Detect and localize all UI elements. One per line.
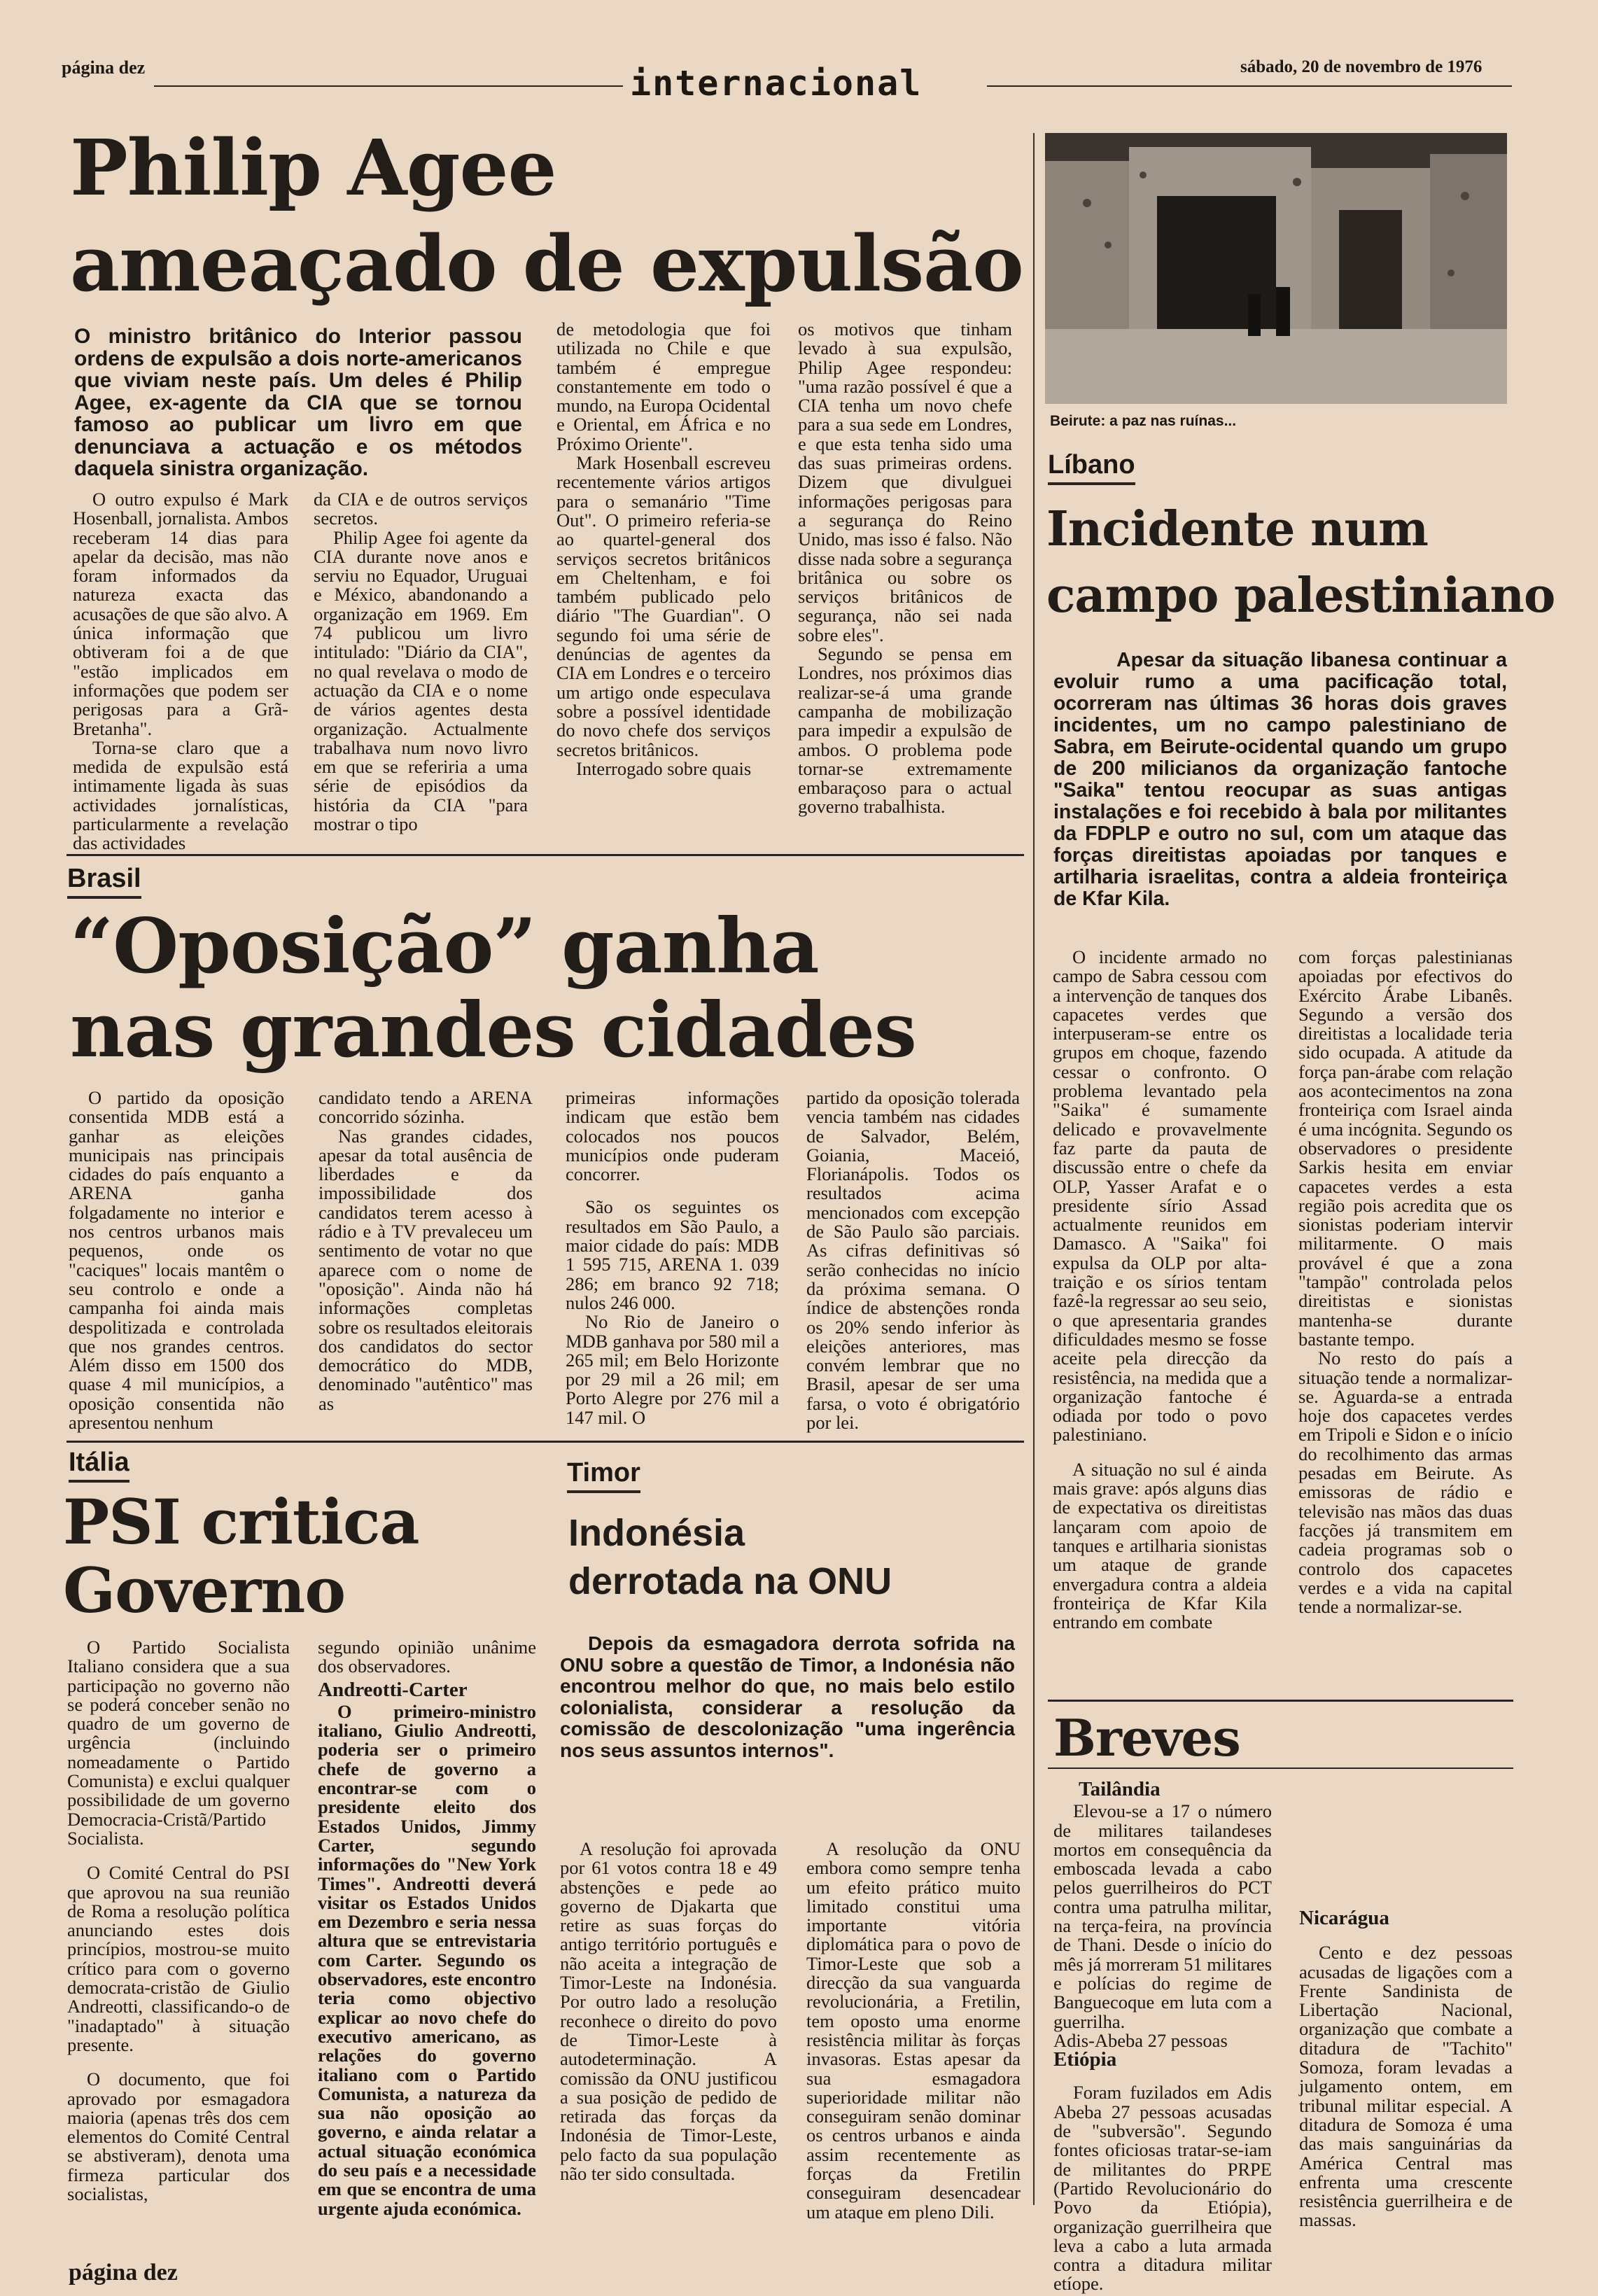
italia-headline-line1: PSI critica — [63, 1485, 419, 1558]
header-rule-right — [987, 85, 1512, 87]
libano-headline-line1: Incidente num — [1046, 501, 1428, 557]
timor-headline-line1: Indonésia — [568, 1512, 745, 1554]
agee-col3-p3: Interrogado sobre quais — [576, 757, 752, 779]
agee-column-4 — [798, 320, 1012, 817]
brasil-bottom-rule — [66, 1441, 1024, 1443]
italia-column-2 — [318, 1638, 536, 2218]
etiopia-heading: Etiópia — [1053, 2048, 1117, 2071]
right-column-divider — [1033, 133, 1035, 2205]
breves-under-rule — [1048, 1768, 1513, 1769]
agee-lead: O ministro britânico do Interior passou ordens de expulsão a dois norte-americanos que viviam neste país. Um deles é Philip Agee, ex-agente da CIA que se tornou famoso ao publicar um livro em que denunciava a actuação e os métodos daquela sinistra organização. — [74, 325, 522, 480]
tailandia-text: Elevou-se a 17 o número de militares tailandeses mortos em consequência da emboscada levada a cabo pelos guerrilheiros do PCT contra uma patrulha militar, na terça-feira, na província de Thani. Desde o início do mês já morreram 51 militares e polícias do regime de Banguecoque em luta com a guerrilha. — [1053, 1800, 1273, 2032]
adis-line: Adis-Abeba 27 pessoas — [1053, 2029, 1228, 2051]
italia-col2-intro: segundo opinião unânime dos observadores. — [318, 1637, 536, 1677]
italia-col1-p3: O documento, que foi aprovado por esmagadora maioria (apenas três dos cem elementos do Comité Central se abstiveram), denota uma firmeza particular dos socialistas, — [67, 2068, 290, 2205]
photo-caption: Beirute: a paz nas ruínas... — [1050, 413, 1237, 429]
agee-col4-p2: Segundo se pensa em Londres, nos próximos dias realizar-se-á uma grande campanha de mobilização para impedir a expulsão de ambos. O problema pode tornar-se extremamente embaraçoso para o actual governo trabalhista. — [798, 643, 1012, 818]
header-rule-left — [154, 85, 623, 87]
agee-column-3 — [556, 320, 771, 778]
etiopia-text: Foram fuzilados em Adis Abeba 27 pessoas acusadas de "subversão". Segundo fontes oficiosas tratar-se-iam de militantes do PRPE (Partido Revolucionário do Povo da Etiópia), organização guerrilheira que leva a cabo a luta armada contra a ditadura militar etíope. — [1053, 2082, 1272, 2295]
libano-headline-line2: campo palestiniano — [1046, 568, 1555, 624]
brasil-col2-p1: candidato tendo a ARENA concorrido sózinha. — [318, 1087, 533, 1128]
issue-date: sábado, 20 de novembro de 1976 — [1240, 57, 1483, 76]
breves-column-2 — [1299, 1776, 1513, 2230]
italia-col1-p2: O Comité Central do PSI que aprovou na sua reunião de Roma a resolução política anunciando estes dois princípios, mostrou-se muito crítico para com o governo democrata-cristão de Giulio Andreotti, classificando-o de "inadaptado" à situação presente. — [67, 1862, 290, 2055]
italia-col2-p1: O primeiro-ministro italiano, Giulio Andreotti, poderia ser o primeiro chefe de governo a encontrar-se com o presidente eleito dos Estados Unidos, Jimmy Carter, segundo informações do "New York Times". Andreotti deverá visitar os Estados Unidos em Dezembro e seria nessa altura que se entrevistaria com Carter. Segundo os observadores, este encontro teria como objectivo explicar ao novo chefe do executivo americano, as relações do governo italiano com o Partido Comunista, a natureza da sua não oposição ao governo, e ainda relatar a actual situação económica do seu país e a necessidade em que se encontra de uma urgente ajuda económica. — [318, 1700, 536, 2219]
timor-headline-line2: derrotada na ONU — [568, 1560, 892, 1602]
brasil-top-rule — [66, 854, 1024, 856]
italia-headline-line2: Governo — [63, 1554, 346, 1627]
italia-kicker: Itália — [69, 1449, 129, 1483]
libano-lead: Apesar da situação libanesa continuar a evoluir rumo a uma pacificação total, ocorreram nas últimas 36 horas dois graves incidentes, um no campo palestiniano de Sabra, em Beirute-ocidental quando um grupo de 200 milicianos da organização fantoche "Saika" tentou reocupar as suas antigas instalações e foi recebido à bala por militantes da FDPLP e outro no sul, com um ataque das forças direitistas apoiadas por tanques e artilharia israelitas, contra a aldeia fronteiriça de Kfar Kila. — [1053, 649, 1507, 910]
tailandia-heading: Tailândia — [1079, 1778, 1161, 1800]
libano-column-2 — [1298, 948, 1513, 1616]
timor-column-2 — [806, 1840, 1021, 2222]
brasil-col3-p3: No Rio de Janeiro o MDB ganhava por 580 mil a 265 mil; em Belo Horizonte por 29 mil a 26 mil; em Porto Alegre por 276 mil a 147 mil. O — [566, 1311, 779, 1428]
brasil-column-4 — [806, 1088, 1020, 1432]
libano-col2-p1: com forças palestinianas apoiadas por efectivos do Exército Árabe Libanês. Segundo a versão dos direitistas a localidade teria sido ocupada. A atitude da força pan-árabe com relação aos acontecimentos na zona fronteiriça com Israel ainda é uma incógnita. Segundo os observadores o presidente Sarkis hesita em enviar capacetes verdes a esta região pois acredita que os sionistas poderiam intervir militarmente. O mais provável é que a zona "tampão" controlada pelos direitistas e sionistas mantenha-se durante bastante tempo. — [1298, 946, 1513, 1350]
brasil-headline-line2: nas grandes cidades — [70, 986, 916, 1074]
brasil-col3-p1: primeiras informações indicam que estão bem colocados nos poucos municípios onde puderam concorrer. — [566, 1087, 779, 1185]
brasil-col2-p2: Nas grandes cidades, apesar da total ausência de liberdades e da impossibilidade dos candidatos terem acesso à rádio e à TV prevaleceu um sentimento de votar no que aparece com o nome de "oposição". Ainda não há informações completas sobre os resultados eleitorais dos candidatos do sector democrático do MDB, denominado "autêntico" mas as — [318, 1125, 533, 1414]
nicaragua-text: Cento e dez pessoas acusadas de ligações com a Frente Sandinista de Libertação Nacional, organização que combate a ditadura de "Tachito" Somoza, foram levadas a julgamento ontem, em tribunal militar especial. A ditadura de Somoza é uma das mais sanguinárias da América Central mas enfrenta uma crescente resistência guerrilheira e de massas. — [1299, 1942, 1513, 2231]
libano-column-1 — [1053, 948, 1267, 1632]
agee-col1-p2: Torna-se claro que a medida de expulsão está intimamente ligada às suas actividades jornalísticas, particularmente a revelação das actividades — [73, 736, 288, 854]
libano-col1-p1: O incidente armado no campo de Sabra cessou com a intervenção de tanques dos capacetes verdes que interpuseram-se entre os grupos em choque, fazendo cessar o confronto. O problema levantado pela "Saika" é sumamente delicado e provavelmente faz parte da pauta de discussão entre o chefe da OLP, Yasser Arafat e o presidente sírio Assad actualmente reunidos em Damasco. A "Saika" foi expulsa da OLP por alta-traição e os sírios tentam fazê-la regressar ao seu seio, o que apresentaria grandes dificuldades mesmo se fosse aceite pela direcção da resistência, na medida que a organização fantoche é odiada por todo o povo palestiniano. — [1053, 946, 1267, 1446]
section-title: internacional — [630, 63, 923, 104]
agee-headline-line2: ameaçado de expulsão — [70, 218, 1023, 309]
libano-col2-p2: No resto do país a situação tende a normalizar-se. Aguarda-se a entrada hoje dos capacetes verdes em Tripoli e Sidon e o início do recolhimento das armas pesadas em Beirute. As emissoras de rádio e televisão nas mãos das duas facções já transmitem em cadeia programas sob o controlo dos capacetes verdes e a vida na capital tende a normalizar-se. — [1298, 1348, 1513, 1618]
breves-top-rule — [1048, 1700, 1513, 1702]
italia-subheading: Andreotti-Carter — [318, 1678, 468, 1701]
breves-column-1 — [1053, 1776, 1272, 2294]
agee-headline-line1: Philip Agee — [70, 122, 556, 213]
agee-col1-p1: O outro expulso é Mark Hosenball, jornalista. Ambos receberam 14 dias para apelar da decisão, mas não foram informados da natureza exacta das acusações de que são alvo. A única informação que obtiveram foi a de que "estão implicados em informações que podem ser perigosas para a Grã-Bretanha". — [73, 489, 288, 739]
brasil-kicker: Brasil — [67, 865, 141, 899]
libano-kicker: Líbano — [1048, 451, 1135, 485]
italia-col1-p1: O Partido Socialista Italiano considera que a sua participação no governo não se poderá conceber senão no quadro de um governo de urgência (incluindo nomeadamente o Partido Comunista) e exclui qualquer possibilidade de um governo Democracia-Cristã/Partido Socialista. — [67, 1637, 290, 1849]
brasil-col1-p1: O partido da oposição consentida MDB está a ganhar as eleições municipais nas principais cidades do país enquanto a ARENA ganha folgadamente no interior e nos centros urbanos mais pequenos, onde os "caciques" locais mantêm o seu controlo e onde a campanha foi ainda mais despolitizada e controlada que nos grandes centros. Além disso em 1500 dos quase 4 mil municípios, a oposição consentida não apresentou nenhum — [69, 1087, 284, 1434]
timor-kicker: Timor — [567, 1460, 640, 1493]
footer-page-label: página dez — [69, 2260, 178, 2286]
agee-col3-p2: Mark Hosenball escreveu recentemente vários artigos para o semanário "Time Out". O primeiro referia-se ao quartel-general dos serviços secretos britânicos em Cheltenham, e foi também publicado pelo diário "The Guardian". O segundo foi uma série de denúncias de agentes da CIA em Londres e o terceiro um artigo onde especulava sobre a possível identidade do novo chefe dos serviços secretos britânicos. — [556, 452, 771, 760]
agee-col4-p1: os motivos que tinham levado à sua expulsão, Philip Agee respondeu: "uma razão possível é que a CIA tenha um novo chefe para a sua sede em Londres, e que esta tenha sido uma das suas primeiras ordens. Dizem que divulguei informações perigosas para a segurança do Reino Unido, mas isso é falso. Não disse nada sobre a segurança britânica ou sobre os serviços britânicos de segurança, não sei nada sobre eles". — [798, 318, 1012, 645]
beirut-photo — [1045, 133, 1507, 404]
agee-column-1 — [73, 490, 288, 853]
timor-col2-p1: A resolução da ONU embora como sempre tenha um efeito prático muito limitado constitui uma importante vitória diplomática para o povo de Timor-Leste que sob a direcção da sua vanguarda revolucionária, a Fretilin, tem oposto uma enorme resistência militar às forças invasoras. Estas apesar da sua esmagadora superioridade militar não conseguiram senão dominar os centros urbanos e ainda assim recentemente as forças da Fretilin conseguiram desencadear um ataque em pleno Dili. — [806, 1838, 1021, 2222]
agee-col2-p2: Philip Agee foi agente da CIA durante nove anos e serviu no Equador, Uruguai e México, abandonando a organização em 1969. Em 74 publicou um livro intitulado: "Diário da CIA", no qual revelava o modo de actuação da CIA e o nome de vários agentes desta organização. Actualmente trabalhava num novo livro em que se referiria a uma série de episódios da história da CIA "para mostrar o tipo — [314, 526, 528, 835]
timor-col1-p1: A resolução foi aprovada por 61 votos contra 18 e 49 abstenções e pede ao governo de Djakarta que retire as suas forças do antigo território português e não aceita a integração de Timor-Leste na Indonésia. Por outro lado a resolução reconhece o direito do povo de Timor-Leste à autodeterminação. A comissão da ONU justificou a sua posição de pedido de retirada das forças da Indonésia de Timor-Leste, pelo facto da sua população não ter sido consultada. — [560, 1838, 777, 2185]
agee-col3-p1: de metodologia que foi utilizada no Chile e que também é empregue constantemente em todo o mundo, na Europa Ocidental e Oriental, em África e no Próximo Oriente". — [556, 318, 771, 454]
brasil-col4-p1: partido da oposição tolerada vencia também nas cidades de Salvador, Belém, Goiania, Maceió, Florianápolis. Todos os resultados acima mencionados com excepção de São Paulo são parciais. As cifras definitivas só serão conhecidas no início da próxima semana. O índice de abstenções ronda os 20% sendo inferior às eleições anteriores, mas convém lembrar que no Brasil, apesar de ser uma farsa, o voto é obrigatório por lei. — [806, 1087, 1020, 1434]
agee-col2-p1: da CIA e de outros serviços secretos. — [314, 489, 528, 529]
breves-title: Breves — [1053, 1708, 1240, 1768]
nicaragua-heading: Nicarágua — [1299, 1907, 1389, 1929]
libano-col1-p2: A situação no sul é ainda mais grave: após alguns dias de expectativa os direitistas lançaram com apoio de tanques e artilharia sionistas um ataque de grande envergadura contra a aldeia fronteiriça de Kfar Kila entrando em combate — [1053, 1458, 1267, 1633]
timor-column-1 — [560, 1840, 777, 2183]
brasil-headline-line1: “Oposição” ganha — [70, 902, 819, 990]
brasil-column-3 — [566, 1088, 779, 1427]
brasil-column-2 — [318, 1088, 533, 1413]
agee-column-2 — [314, 490, 528, 834]
brasil-col3-p2: São os seguintes os resultados em São Paulo, a maior cidade do país: MDB 1 595 715, ARENA 1. 039 286; em branco 92 718; nulos 246 000. — [566, 1196, 779, 1313]
timor-lead: Depois da esmagadora derrota sofrida na ONU sobre a questão de Timor, a Indonésia não encontrou melhor do que, no mais belo estilo colonialista, considerar a resolução da comissão de descolonização "uma ingerência nos seus assuntos internos". — [560, 1632, 1015, 1761]
ruins-illustration — [1045, 133, 1507, 404]
italia-column-1 — [67, 1638, 290, 2204]
brasil-column-1 — [69, 1088, 284, 1432]
page-label: página dez — [62, 57, 146, 78]
